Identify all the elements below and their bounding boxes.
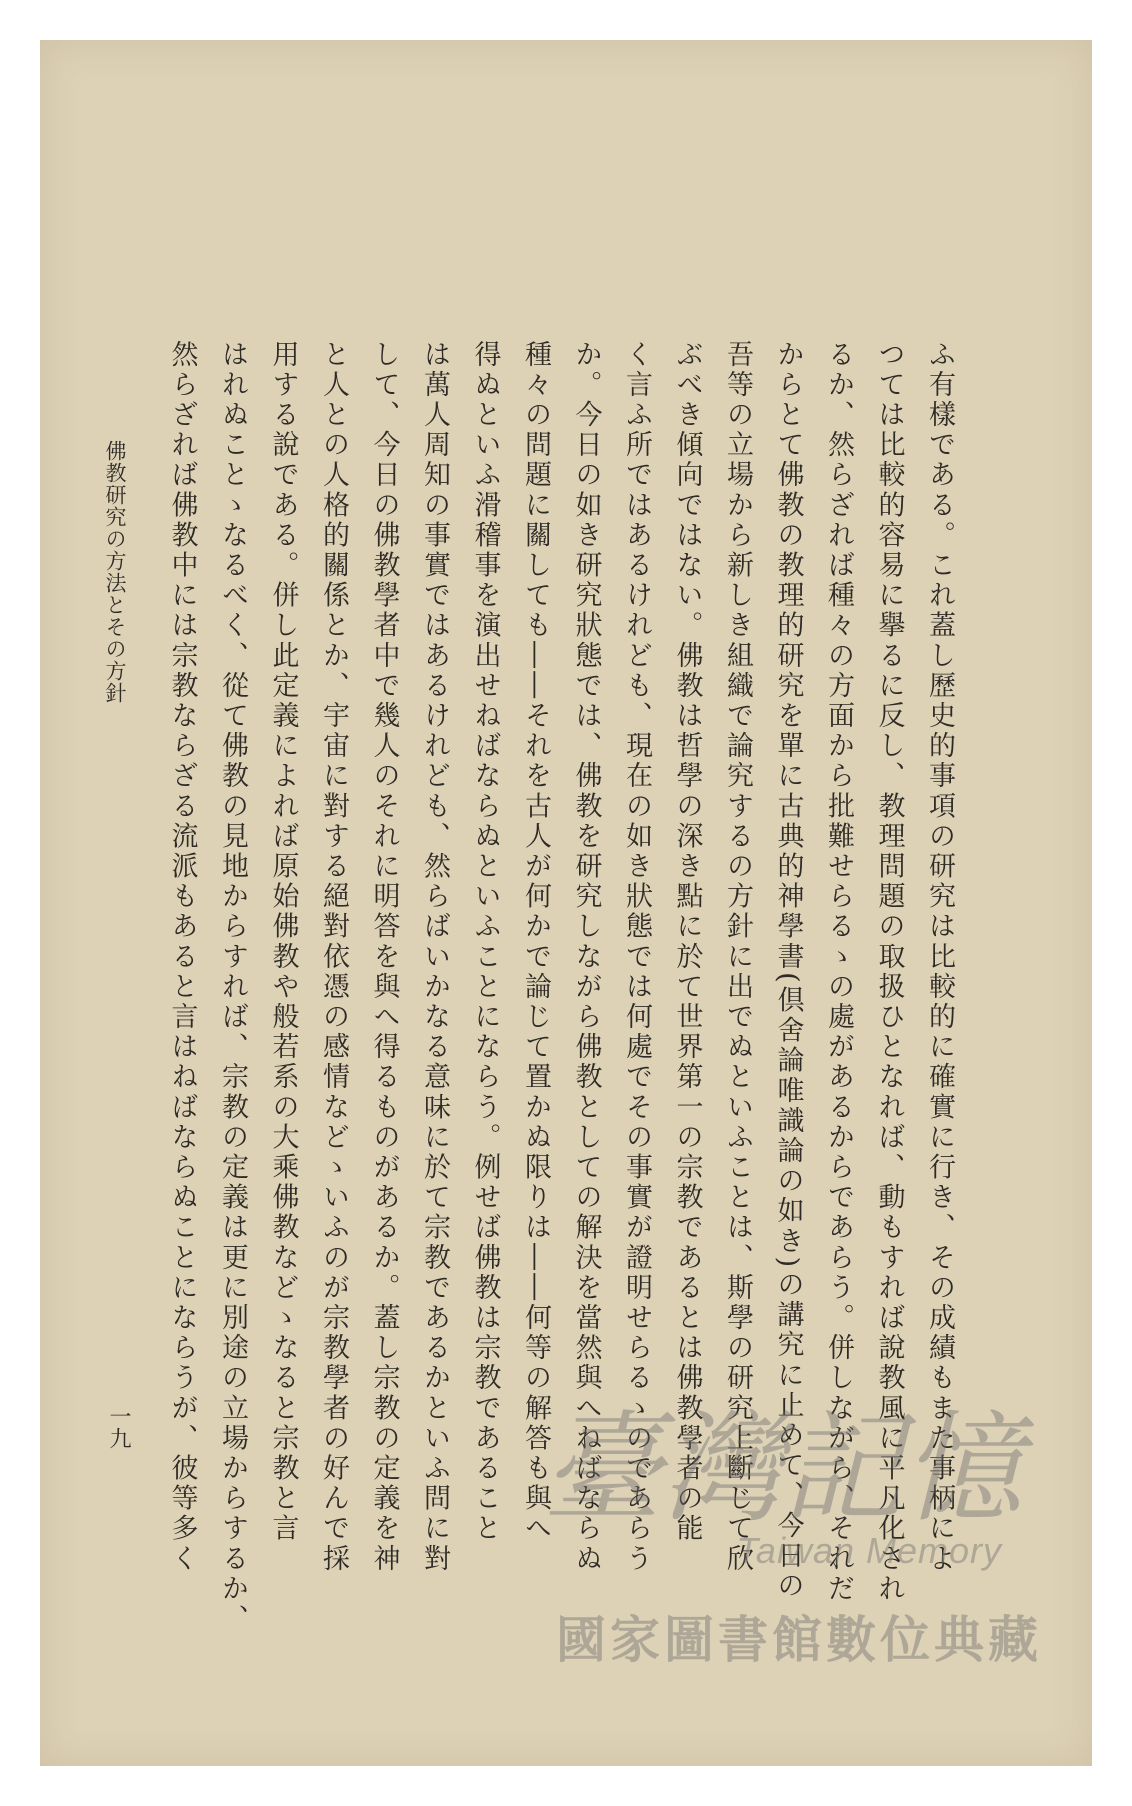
running-head: 佛教研究の方法とその方針 xyxy=(103,440,127,704)
text-line: して、今日の佛教學者中で幾人のそれに明答を與へ得るものがあるか。蓋し宗教の定義を神 xyxy=(368,340,400,1575)
text-line: と人との人格的關係とか、宇宙に對する絕對依憑の感情などゝいふのが宗教學者の好んで採 xyxy=(318,340,349,1575)
text-line: 吾等の立場から新しき組織で論究するの方針に出でぬといふことは、斯學の研究上斷じて欣 xyxy=(722,340,753,1575)
book-page xyxy=(40,40,1092,1766)
text-line: はれぬことゝなるべく、從て佛教の見地からすれば、宗教の定義は更に別途の立場からするか、 xyxy=(217,340,248,1635)
text-line: は萬人周知の事實ではあるけれども、然らばいかなる意味に於て宗教であるかといふ問に對 xyxy=(419,340,450,1575)
text-line: 得ぬといふ滑稽事を演出せねばならぬといふことにならう。例せば佛教は宗教であること xyxy=(469,340,501,1544)
watermark-logo-text: 臺灣記憶 xyxy=(542,1400,1022,1539)
text-line: か。今日の如き研究狀態では、佛教を研究しながら佛教としての解決を當然與へねばならぬ xyxy=(570,340,602,1575)
text-line: るか、然らざれば種々の方面から批難せらるゝの處があるからであらう。併しながら、それだ xyxy=(823,340,854,1605)
text-line: ぶべき傾向ではない。佛教は哲學の深き點に於て世界第一の宗教であるとは佛教學者の能 xyxy=(671,340,703,1544)
text-line: つては比較的容易に擧るに反し、教理問題の取扱ひとなれば、動もすれば說教風に平凡化され xyxy=(873,340,905,1605)
watermark xyxy=(522,1380,1042,1700)
text-line: 種々の問題に關しても――それを古人が何かで論じて置かぬ限りは――何等の解答も與へ xyxy=(520,340,551,1544)
text-line: く言ふ所ではあるけれども、現在の如き狀態では何處でその事實が證明せらるゝのであらう xyxy=(621,340,652,1575)
page-number: 一九 xyxy=(106,1405,131,1449)
text-line: からとて佛教の教理的研究を單に古典的神學書(倶舍論唯識論の如き)の講究に止めて、今日の xyxy=(772,340,804,1602)
watermark-chinese: 國家圖書館數位典藏 xyxy=(556,1611,1042,1669)
text-line: ふ有樣である。これ蓋し歷史的事項の研究は比較的に確實に行き、その成績もまた事柄によ xyxy=(924,340,955,1575)
text-line: 然らざれば佛教中には宗教ならざる流派もあると言はねばならぬことにならうが、彼等多く xyxy=(166,340,198,1575)
watermark-english: Taiwan Memory xyxy=(736,1530,1002,1571)
text-line: 用する說である。併し此定義によれば原始佛教や般若系の大乘佛教などゝなると宗教と言 xyxy=(267,340,299,1544)
